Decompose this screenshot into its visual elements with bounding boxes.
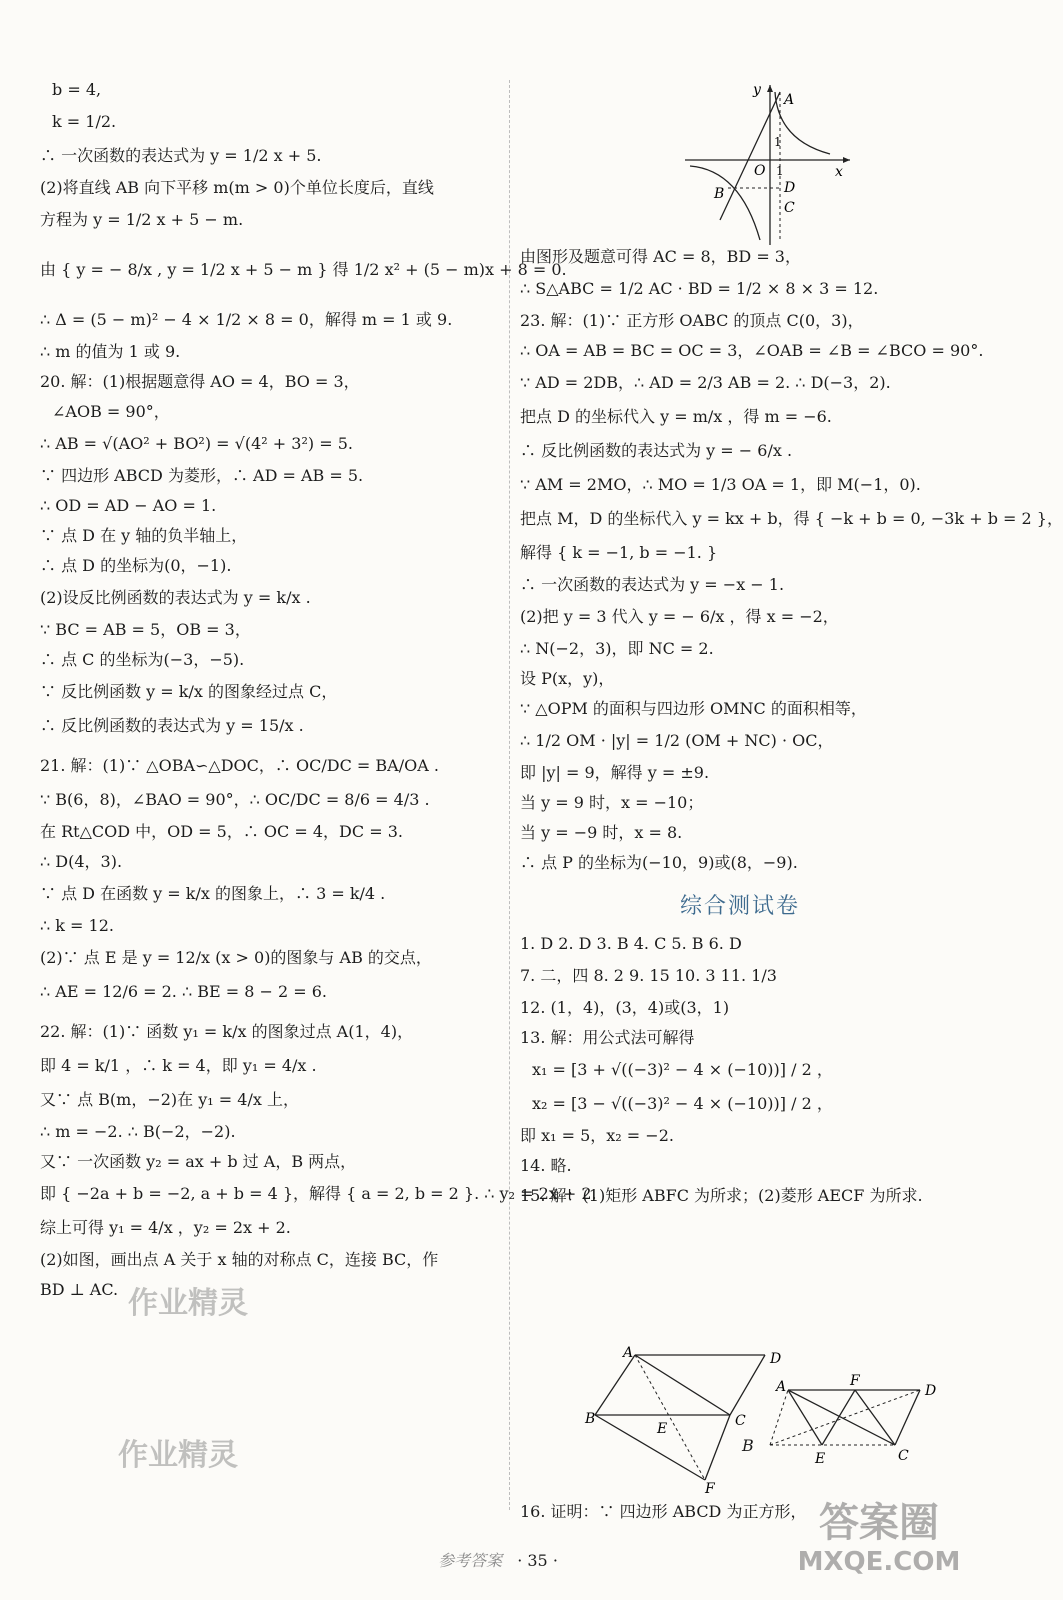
text-line: ∴ 点 D 的坐标为(0，−1). bbox=[40, 556, 232, 575]
text-line: (2)将直线 AB 向下平移 m(m > 0)个单位长度后，直线 bbox=[40, 178, 434, 197]
answer-line: 7. 二，四 8. 2 9. 15 10. 3 11. 1/3 bbox=[520, 966, 777, 985]
text-line: 当 y = −9 时，x = 8. bbox=[520, 823, 683, 842]
text-line: ∴ AB = √(AO² + BO²) = √(4² + 3²) = 5. bbox=[40, 434, 353, 453]
logo-text: 答案圈 bbox=[819, 1500, 939, 1546]
text-line: 综上可得 y₁ = 4/x ，y₂ = 2x + 2. bbox=[40, 1218, 291, 1237]
text-line: ∴ m 的值为 1 或 9. bbox=[40, 342, 181, 361]
text-line: ∴ 点 P 的坐标为(−10，9)或(8，−9). bbox=[520, 853, 798, 872]
label-c: C bbox=[784, 200, 795, 216]
answer-line: 1. D 2. D 3. B 4. C 5. B 6. D bbox=[520, 934, 742, 953]
label-f: F bbox=[705, 1481, 715, 1497]
text-line: ∴ N(−2，3)，即 NC = 2. bbox=[520, 639, 714, 658]
site-logo bbox=[784, 1500, 974, 1590]
side-cf bbox=[705, 1415, 730, 1480]
label-o: O bbox=[754, 163, 766, 179]
text-line: ∵ 点 D 在 y 轴的负半轴上， bbox=[40, 526, 248, 545]
text-line: ∴ 反比例函数的表达式为 y = 15/x . bbox=[40, 716, 304, 735]
answer-line: x₂ = [3 − √((−3)² − 4 × (−10))] / 2 ， bbox=[532, 1094, 833, 1113]
hyperbola-branch-2 bbox=[690, 166, 760, 240]
label-b: B bbox=[585, 1411, 596, 1427]
label-c: C bbox=[898, 1448, 909, 1464]
label-d: D bbox=[770, 1351, 782, 1367]
text-line: ∵ AM = 2MO，∴ MO = 1/3 OA = 1，即 M(−1，0). bbox=[520, 475, 921, 494]
text-line: BD ⊥ AC. bbox=[40, 1280, 119, 1299]
text-line: 由图形及题意可得 AC = 8，BD = 3， bbox=[520, 247, 801, 266]
text-line: 即 |y| = 9，解得 y = ±9. bbox=[520, 763, 710, 782]
text-line: 即 4 = k/1 ，∴ k = 4，即 y₁ = 4/x . bbox=[40, 1056, 317, 1075]
text-line: 又∵ 点 B(m，−2)在 y₁ = 4/x 上， bbox=[40, 1090, 299, 1109]
text-line: ∵ B(6，8)，∠BAO = 90°，∴ OC/DC = 8/6 = 4/3 . bbox=[40, 790, 430, 809]
text-line: 23. 解：(1)∵ 正方形 OABC 的顶点 C(0，3)， bbox=[520, 311, 864, 330]
diagonal-af bbox=[635, 1355, 705, 1480]
text-line: ∵ BC = AB = 5，OB = 3， bbox=[40, 620, 251, 639]
text-line: b = 4, bbox=[52, 80, 102, 99]
text-line: ∴ 反比例函数的表达式为 y = − 6/x . bbox=[520, 441, 793, 460]
label-d: D bbox=[784, 180, 796, 196]
text-line: (2)设反比例函数的表达式为 y = k/x . bbox=[40, 588, 311, 607]
answer-line: 15. 解：(1)矩形 ABFC 为所求；(2)菱形 AECF 为所求. bbox=[520, 1186, 923, 1205]
text-line: 解得 { k = −1, b = −1. } bbox=[520, 543, 718, 562]
section-title: 综合测试卷 bbox=[679, 894, 800, 919]
text-line: 即 { −2a + b = −2, a + b = 4 }，解得 { a = 2, b = 2 }. ∴ y₂ = 2x + 2. bbox=[40, 1184, 597, 1203]
text-line: k = 1/2. bbox=[52, 112, 117, 131]
answer-line: 14. 略. bbox=[520, 1156, 572, 1175]
answer-line: 13. 解：用公式法可解得 bbox=[520, 1028, 695, 1047]
side-ac bbox=[635, 1355, 730, 1415]
label-a: A bbox=[623, 1345, 634, 1361]
side-ab bbox=[770, 1390, 788, 1445]
label-x: x bbox=[835, 164, 843, 180]
watermark: 作业精灵 bbox=[118, 1438, 238, 1473]
text-line: 由 { y = − 8/x , y = 1/2 x + 5 − m } 得 1/2 x² + (5 − m)x + 8 = 0. bbox=[40, 260, 567, 279]
side-dc bbox=[895, 1390, 920, 1445]
side-bf bbox=[595, 1415, 705, 1480]
text-line: ∴ AE = 12/6 = 2. ∴ BE = 8 − 2 = 6. bbox=[40, 982, 327, 1001]
label-b: B bbox=[742, 1436, 754, 1455]
text-line: 22. 解：(1)∵ 函数 y₁ = k/x 的图象过点 A(1，4)， bbox=[40, 1022, 414, 1041]
label-e: E bbox=[815, 1451, 826, 1467]
text-line: ∠AOB = 90°， bbox=[52, 402, 170, 421]
watermark: 作业精灵 bbox=[128, 1286, 248, 1321]
text-line: ∴ D(4，3). bbox=[40, 852, 123, 871]
text-line: ∴ m = −2. ∴ B(−2，−2). bbox=[40, 1122, 236, 1141]
answer-line: 即 x₁ = 5，x₂ = −2. bbox=[520, 1126, 674, 1145]
text-line: ∵ 四边形 ABCD 为菱形，∴ AD = AB = 5. bbox=[40, 466, 364, 485]
text-line: ∴ k = 12. bbox=[40, 916, 114, 935]
text-line: 把点 M，D 的坐标代入 y = kx + b，得 { −k + b = 0, −3k + b = 2 }， bbox=[520, 509, 1063, 528]
side-dc bbox=[730, 1355, 765, 1415]
text-line: ∴ 1/2 OM · |y| = 1/2 (OM + NC) · OC， bbox=[520, 731, 834, 750]
text-line: ∴ 点 C 的坐标为(−3，−5). bbox=[40, 650, 245, 669]
text-line: 方程为 y = 1/2 x + 5 − m. bbox=[40, 210, 244, 229]
text-line: 设 P(x，y)， bbox=[520, 669, 615, 688]
label-e: E bbox=[657, 1421, 668, 1437]
text-line: (2)∵ 点 E 是 y = 12/x (x > 0)的图象与 AB 的交点， bbox=[40, 948, 432, 967]
right-column bbox=[520, 245, 1063, 1214]
label-one-y: 1 bbox=[774, 135, 782, 149]
text-line: 16. 证明：∵ 四边形 ABCD 为正方形， bbox=[520, 1502, 807, 1521]
text-line: 20. 解：(1)根据题意得 AO = 4，BO = 3， bbox=[40, 372, 360, 391]
label-a: A bbox=[784, 92, 795, 108]
text-line: 在 Rt△COD 中，OD = 5，∴ OC = 4，DC = 3. bbox=[40, 822, 403, 841]
function-graph bbox=[680, 80, 860, 250]
figure-15-rectangle bbox=[585, 1345, 785, 1495]
page-footer bbox=[0, 1548, 996, 1571]
text-line: ∴ 一次函数的表达式为 y = −x − 1. bbox=[520, 575, 785, 594]
y-axis-arrow bbox=[767, 85, 773, 92]
side-ab bbox=[595, 1355, 635, 1415]
text-line: ∴ S△ABC = 1/2 AC · BD = 1/2 × 8 × 3 = 12. bbox=[520, 279, 879, 298]
text-line: ∴ Δ = (5 − m)² − 4 × 1/2 × 8 = 0，解得 m = 1 或 9. bbox=[40, 310, 453, 329]
logo-url: MXQE.COM bbox=[797, 1547, 961, 1577]
text-line: ∴ 一次函数的表达式为 y = 1/2 x + 5. bbox=[40, 146, 322, 165]
answer-line: 12. (1，4)，(3，4)或(3，1) bbox=[520, 998, 730, 1017]
answer-line: x₁ = [3 + √((−3)² − 4 × (−10))] / 2 ， bbox=[532, 1060, 833, 1079]
label-one-x: 1 bbox=[776, 164, 784, 178]
text-line: 又∵ 一次函数 y₂ = ax + b 过 A，B 两点， bbox=[40, 1152, 357, 1171]
text-line: (2)如图，画出点 A 关于 x 轴的对称点 C，连接 BC，作 bbox=[40, 1250, 439, 1269]
figure-15-rhombus bbox=[770, 1375, 945, 1470]
text-line: 把点 D 的坐标代入 y = m/x ，得 m = −6. bbox=[520, 407, 832, 426]
text-line: ∵ △OPM 的面积与四边形 OMNC 的面积相等， bbox=[520, 699, 867, 718]
side-ac bbox=[788, 1390, 895, 1445]
page-number: · 35 · bbox=[517, 1551, 558, 1570]
text-line: 当 y = 9 时，x = −10； bbox=[520, 793, 704, 812]
label-a: A bbox=[776, 1379, 787, 1395]
footer-label: 参考答案 bbox=[438, 1551, 503, 1570]
label-y: y bbox=[753, 82, 761, 98]
label-d: D bbox=[925, 1383, 937, 1399]
text-line: ∴ OD = AD − AO = 1. bbox=[40, 496, 217, 515]
text-line: ∵ 点 D 在函数 y = k/x 的图象上，∴ 3 = k/4 . bbox=[40, 884, 386, 903]
diagonal-ef bbox=[822, 1390, 855, 1445]
text-line: ∵ 反比例函数 y = k/x 的图象经过点 C， bbox=[40, 682, 338, 701]
label-c: C bbox=[735, 1413, 746, 1429]
side-fc bbox=[855, 1390, 895, 1445]
line-ab bbox=[720, 92, 780, 220]
label-b: B bbox=[714, 186, 725, 202]
text-line: ∵ AD = 2DB，∴ AD = 2/3 AB = 2. ∴ D(−3，2). bbox=[520, 373, 891, 392]
label-f: F bbox=[850, 1373, 860, 1389]
text-line: ∴ OA = AB = BC = OC = 3，∠OAB = ∠B = ∠BCO = 90°. bbox=[520, 341, 984, 360]
text-line: (2)把 y = 3 代入 y = − 6/x ，得 x = −2， bbox=[520, 607, 839, 626]
text-line: 21. 解：(1)∵ △OBA∽△DOC，∴ OC/DC = BA/OA . bbox=[40, 756, 439, 775]
x-axis-arrow bbox=[843, 157, 850, 163]
